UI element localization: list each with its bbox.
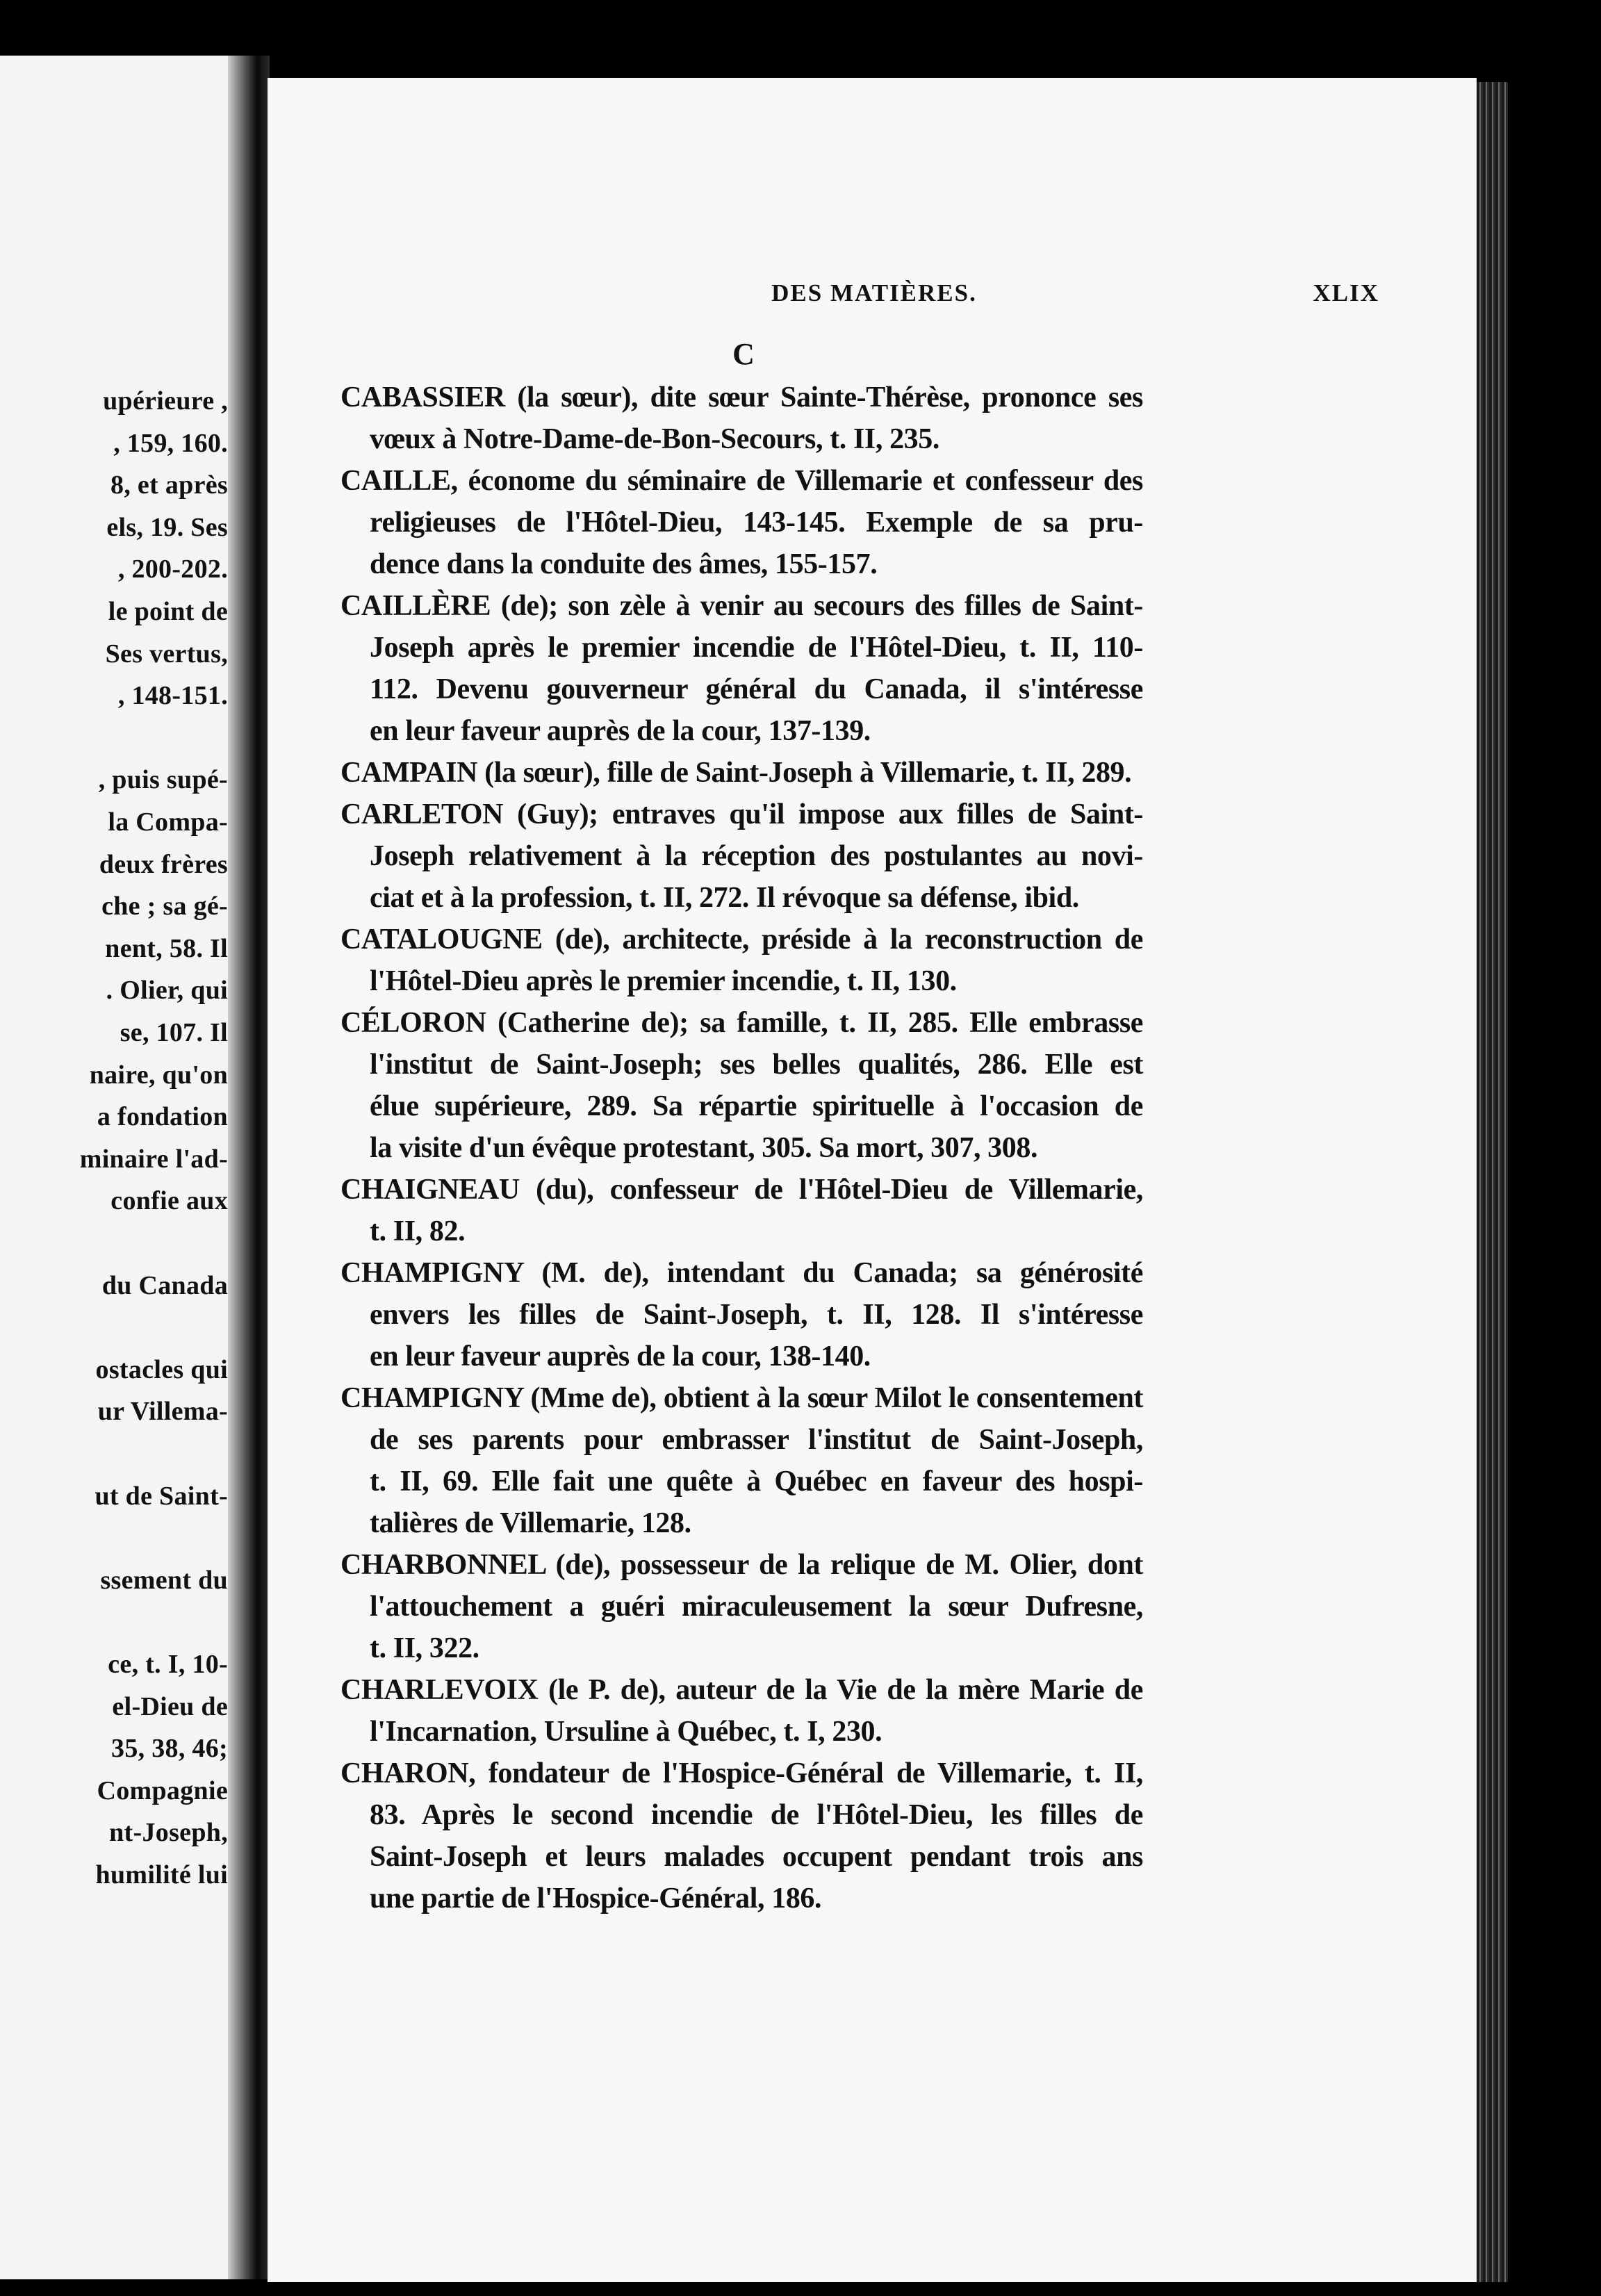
- index-entries: [340, 377, 1143, 1919]
- facing-page-line: el-Dieu de: [112, 1691, 228, 1721]
- index-entry-headline: CHAMPIGNY (Mme de), obtient à la sœur Milot le consentement: [340, 1382, 1143, 1414]
- facing-page-line: che ; sa gé-: [101, 892, 228, 921]
- facing-page-line: , 148-151.: [117, 681, 228, 711]
- index-entry-line: élue supérieure, 289. Sa répartie spirituelle à l'occasion de: [370, 1090, 1143, 1122]
- index-entry-headline: CABASSIER (la sœur), dite sœur Sainte-Thérèse, prononce ses: [340, 382, 1143, 413]
- facing-page-line: nt-Joseph,: [109, 1818, 228, 1848]
- index-entry-line: Saint-Joseph et leurs malades occupent pendant trois ans: [370, 1841, 1143, 1873]
- facing-page-line: 8, et après: [110, 470, 228, 500]
- index-entry-headline: CAILLÈRE (de); son zèle à venir au secours des filles de Saint-: [340, 590, 1143, 622]
- index-entry: [340, 919, 1143, 1002]
- index-entry-headline: CÉLORON (Catherine de); sa famille, t. II, 285. Elle embrasse: [340, 1007, 1143, 1039]
- facing-page-line: humilité lui: [95, 1860, 228, 1889]
- facing-page-line: a fondation: [97, 1102, 228, 1132]
- facing-page-line: ur Villema-: [97, 1397, 228, 1427]
- index-entry-line: Joseph après le premier incendie de l'Hôtel-Dieu, t. II, 110-: [370, 632, 1143, 664]
- index-entry-line: religieuses de l'Hôtel-Dieu, 143-145. Exemple de sa pru-: [370, 507, 1143, 539]
- facing-page-line: . Olier, qui: [106, 976, 228, 1006]
- page-number: XLIX: [1313, 279, 1379, 306]
- index-entry: [340, 1169, 1143, 1252]
- index-entry-headline: CARLETON (Guy); entraves qu'il impose aux filles de Saint-: [340, 798, 1143, 830]
- index-entry-line: l'institut de Saint-Joseph; ses belles qualités, 286. Elle est: [370, 1049, 1143, 1081]
- facing-page-line: deux frères: [99, 849, 228, 879]
- facing-page-line: la Compa-: [108, 807, 228, 837]
- facing-page-line: minaire l'ad-: [79, 1144, 228, 1174]
- facing-page-line: du Canada: [101, 1270, 228, 1300]
- index-entry: [340, 1753, 1143, 1919]
- section-letter: C: [732, 337, 755, 371]
- index-entry-line: talières de Villemarie, 128.: [370, 1507, 691, 1539]
- facing-page-line: 35, 38, 46;: [111, 1734, 228, 1764]
- facing-page-line: , puis supé-: [98, 765, 228, 795]
- index-entry: [340, 460, 1143, 585]
- index-entry: [340, 1377, 1143, 1544]
- facing-page-line: upérieure ,: [103, 386, 228, 416]
- facing-page-line: nent, 58. Il: [105, 933, 228, 963]
- index-entry-line: dence dans la conduite des âmes, 155-157.: [370, 548, 878, 580]
- facing-page-line: Compagnie: [97, 1776, 228, 1805]
- index-entry: [340, 377, 1143, 460]
- index-entry-headline: CHAMPIGNY (M. de), intendant du Canada; sa générosité: [340, 1257, 1143, 1289]
- running-head-title: DES MATIÈRES.: [771, 279, 977, 306]
- index-entry-headline: CHARBONNEL (de), possesseur de la relique de M. Olier, dont: [340, 1549, 1143, 1581]
- index-entry: [340, 752, 1143, 794]
- index-entry: [340, 1002, 1143, 1169]
- index-entry-line: 112. Devenu gouverneur général du Canada, il s'intéresse: [370, 673, 1143, 705]
- facing-page-line: confie aux: [110, 1186, 228, 1216]
- index-entry: [340, 1252, 1143, 1377]
- index-entry-headline: CHARLEVOIX (le P. de), auteur de la Vie de la mère Marie de: [340, 1674, 1143, 1706]
- index-entry-headline: CHARON, fondateur de l'Hospice-Général de Villemarie, t. II,: [340, 1757, 1143, 1789]
- index-entry-line: l'attouchement a guéri miraculeusement la sœur Dufresne,: [370, 1591, 1143, 1623]
- index-entry-line: en leur faveur auprès de la cour, 138-140.: [370, 1340, 871, 1372]
- index-entry-line: t. II, 82.: [370, 1215, 466, 1247]
- index-entry-headline: CHAIGNEAU (du), confesseur de l'Hôtel-Dieu de Villemarie,: [340, 1174, 1143, 1206]
- facing-page-line: , 200-202.: [117, 555, 228, 584]
- facing-page-line: le point de: [108, 597, 228, 626]
- book-gutter: [228, 56, 270, 2279]
- facing-page-line: ut de Saint-: [95, 1481, 228, 1511]
- index-entry-line: une partie de l'Hospice-Général, 186.: [370, 1883, 822, 1914]
- facing-page-line: se, 107. Il: [120, 1018, 228, 1047]
- facing-page-line: , 159, 160.: [113, 428, 228, 458]
- index-entry-line: l'Hôtel-Dieu après le premier incendie, t. II, 130.: [370, 965, 957, 997]
- index-entry-line: t. II, 69. Elle fait une quête à Québec en faveur des hospi-: [370, 1466, 1143, 1498]
- facing-page-line: ostacles qui: [95, 1354, 228, 1384]
- index-entry: [340, 1669, 1143, 1753]
- index-entry-line: t. II, 322.: [370, 1632, 479, 1664]
- running-head: [268, 279, 1477, 314]
- index-entry-line: vœux à Notre-Dame-de-Bon-Secours, t. II, 235.: [370, 423, 939, 455]
- facing-page-fragment: [0, 56, 243, 2279]
- index-entry-line: ciat et à la profession, t. II, 272. Il révoque sa défense, ibid.: [370, 882, 1079, 914]
- index-entry-line: de ses parents pour embrasser l'institut de Saint-Joseph,: [370, 1424, 1143, 1456]
- facing-page-line: naire, qu'on: [89, 1060, 228, 1090]
- index-entry-headline: CATALOUGNE (de), architecte, préside à la reconstruction de: [340, 924, 1143, 956]
- index-entry-line: l'Incarnation, Ursuline à Québec, t. I, 230.: [370, 1716, 882, 1748]
- index-entry-headline: CAMPAIN (la sœur), fille de Saint-Joseph à Villemarie, t. II, 289.: [340, 757, 1132, 789]
- index-entry-line: envers les filles de Saint-Joseph, t. II, 128. Il s'intéresse: [370, 1299, 1143, 1331]
- index-entry-headline: CAILLE, économe du séminaire de Villemarie et confesseur des: [340, 465, 1143, 497]
- page-edge: [1477, 82, 1508, 2282]
- index-entry: [340, 794, 1143, 919]
- index-entry: [340, 585, 1143, 752]
- facing-page-line: els, 19. Ses: [106, 512, 228, 542]
- index-entry-line: 83. Après le second incendie de l'Hôtel-Dieu, les filles de: [370, 1799, 1143, 1831]
- index-entry-line: la visite d'un évêque protestant, 305. Sa mort, 307, 308.: [370, 1132, 1038, 1164]
- facing-page-line: ssement du: [100, 1565, 228, 1595]
- index-entry-line: Joseph relativement à la réception des postulantes au novi-: [370, 840, 1143, 872]
- facing-page-line: Ses vertus,: [105, 639, 228, 669]
- index-entry: [340, 1544, 1143, 1669]
- facing-page-line: ce, t. I, 10-: [108, 1650, 228, 1679]
- index-entry-line: en leur faveur auprès de la cour, 137-139.: [370, 715, 871, 747]
